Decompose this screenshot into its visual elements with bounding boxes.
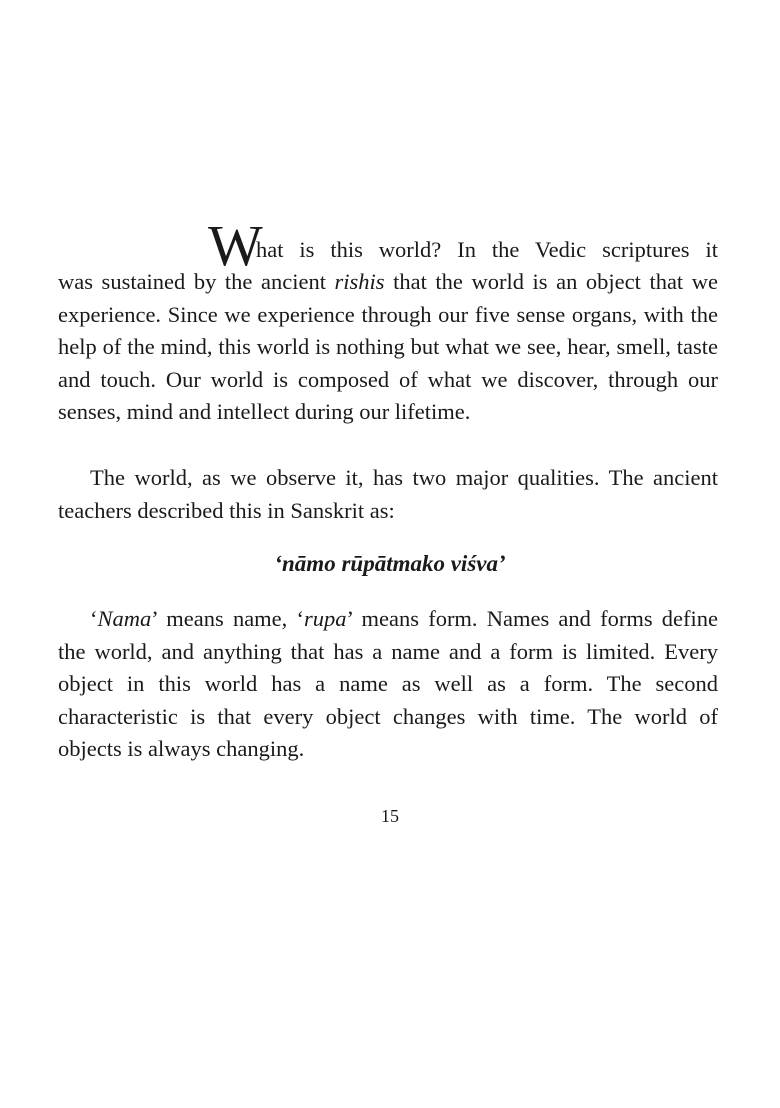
quote-open-2: ‘ bbox=[296, 606, 304, 631]
italic-rishis: rishis bbox=[334, 269, 385, 294]
drop-cap: W bbox=[208, 213, 263, 278]
paragraph-1-text-rest: experience. Since we experience through our five sense organs, with the help of the mind, this world is nothing but what we see, hear, smell, taste and touch. Our world is composed of what we discover, through our senses, mind and intellect during our lifetime. bbox=[58, 301, 718, 424]
first-line-text: hat is this world? In the Vedic scriptures it bbox=[256, 237, 718, 262]
italic-rupa: rupa bbox=[304, 606, 347, 631]
paragraph-1-text-a: was sustained by the ancient bbox=[58, 269, 335, 294]
paragraph-3 bbox=[58, 603, 718, 766]
paragraph-3-text-rest: means form. Names and forms define the world, and anything that has a name and a form is limited. Every object in this world has a name as well as a form. The second characteristic is that every object changes with time. The world of objects is always changing. bbox=[58, 606, 718, 761]
paragraph-2: The world, as we observe it, has two major qualities. The ancient teachers described this in Sanskrit as: bbox=[58, 465, 718, 523]
quote-close-2: ’ bbox=[346, 606, 353, 631]
page-number: 15 bbox=[381, 806, 399, 826]
italic-nama: Nama bbox=[97, 606, 152, 631]
quote-close-1: ’ bbox=[151, 606, 158, 631]
quote-open-1: ‘ bbox=[90, 606, 98, 631]
paragraph-1 bbox=[58, 213, 718, 429]
first-line bbox=[58, 213, 718, 278]
paragraph-1-text-b: that the world is an object that we bbox=[384, 269, 718, 294]
sanskrit-phrase: ‘nāmo rūpātmako viśva’ bbox=[274, 551, 506, 576]
paragraph-3-text-mid: means name, bbox=[157, 606, 297, 631]
